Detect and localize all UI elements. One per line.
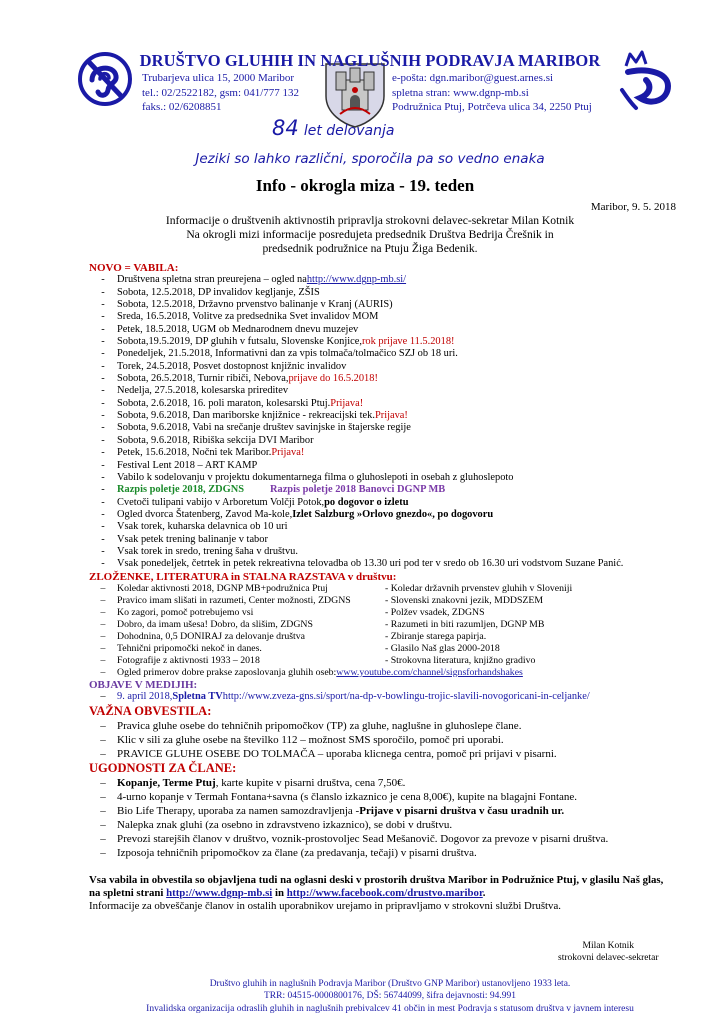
phone: tel.: 02/2522182, gsm: 041/777 132	[142, 86, 300, 99]
intro-line: Informacije o društvenih aktivnostih pripravlja strokovni delavec-sekretar Milan Kotnik	[165, 214, 575, 227]
intro-line: Na okrogli mizi informacije posredujeta predsednik Društva Bedrija Črešnik in	[186, 228, 554, 241]
list-item: - Vabilo k sodelovanju v projektu dokumentarnega filma o gluhoslepoti in osebah z gluhoslepoto	[101, 471, 514, 483]
list-item: - Vsak torek in sredo, trening šaha v društvu.	[101, 545, 298, 557]
list-item: – Kopanje, Terme Ptuj , karte kupite v pisarni društva, cena 7,50€.	[100, 776, 406, 789]
list-item: – 4-urno kopanje v Termah Fontana+savna (s članslo izkaznico je cena 8,00€), kupite na blagajni Fontane.	[100, 790, 578, 803]
list-item: – Bio Life Therapy, uporaba za namen samozdravljenja - Prijave v pisarni društva v času uradnih ur.	[100, 804, 565, 817]
section-heading-literatura: ZLOŽENKE, LITERATURA in STALNA RAZSTAVA v društvu:	[89, 570, 397, 583]
razpis-banovci-link[interactable]: Razpis poletje 2018 Banovci DGNP MB	[270, 484, 446, 496]
list-item: - Ogled dvorca Štatenberg, Zavod Ma-kole, Izlet Salzburg »Orlovo gnezdo«, po dogovoru	[101, 508, 494, 520]
list-item: - Sobota, 12.5.2018, Državno prvenstvo balinanje v Kranj (AURIS)	[101, 299, 393, 311]
facebook-link[interactable]: http://www.facebook.com/drustvo.maribor	[286, 887, 483, 899]
page-title: Info - okrogla miza - 19. teden	[255, 176, 475, 195]
list-item: - Nedelja, 27.5.2018, kolesarska prireditev	[101, 385, 289, 397]
intro	[120, 214, 620, 256]
list-item: – Klic v sili za gluhe osebe na številko 112 – možnost SMS sporočilo, pomoč pri uporabi.	[100, 733, 504, 746]
list-item: - Petek, 15.6.2018, Nočni tek Maribor. Prijava!	[101, 447, 305, 459]
footer-line: Invalidska organizacija odraslih gluhih in naglušnih prebivalcev 41 občin in mest Podravja s statusom društva v javnem interesu	[146, 1003, 634, 1014]
list-item: – Ogled primerov dobre prakse zaposlovanja gluhih oseb: www.youtube.com/channel/signsforhandshakes	[100, 666, 523, 678]
list-item: – Tehnični pripomočki nekoč in danes. - Glasilo Naš glas 2000-2018	[100, 642, 500, 654]
email: e-pošta: dgn.maribor@guest.arnes.si	[392, 72, 554, 84]
list-item: - Sobota, 9.6.2018, Dan mariborske knjižnice - rekreacijski tek. Prijava!	[101, 410, 408, 422]
content	[89, 262, 689, 860]
list-item: – Nalepka znak gluhi (za osebno in zdravstveno izkaznico), se dobi v društvu.	[100, 818, 453, 831]
list-item: - Sobota,19.5.2019, DP gluhih v futsalu, Slovenske Konjice, rok prijave 11.5.2018!	[101, 336, 455, 348]
list-item: - Sobota, 12.5.2018, DP invalidov kegljanje, ZŠIS	[101, 286, 320, 298]
footer-line: TRR: 04515-0000800176, DŠ: 56744099, šifra dejavnosti: 94.991	[263, 991, 516, 1002]
list-item: - Vsak ponedeljek, četrtek in petek rekreativna telovadba ob 13.30 uri pod ter v sredo ob 16.30 uri vodstvom Suzane Panić.	[101, 558, 624, 570]
contact-left	[142, 71, 299, 115]
section-heading-ugodnosti: UGODNOSTI ZA ČLANE:	[89, 760, 237, 775]
footer-line: Društvo gluhih in naglušnih Podravja Maribor (Društvo GNP Maribor) ustanovljeno 1933 leta.	[209, 979, 571, 989]
section-heading-obvestila: VAŽNA OBVESTILA:	[89, 703, 212, 718]
list-item: – Pravica gluhe osebe do tehničnih pripomočkov (TP) za gluhe, naglušne in gluhoslepe člane.	[100, 719, 522, 732]
list-item: – 9. april 2018, Spletna TV http://www.zveza-gns.si/sport/na-dp-v-bowlingu-trojic-slavili-novogoricani-in-celjanke/	[100, 691, 590, 703]
document-date: Maribor, 9. 5. 2018	[590, 201, 676, 213]
list-item: - Petek, 18.5.2018, UGM ob Mednarodnem dnevu muzejev	[101, 323, 359, 335]
signature	[558, 940, 659, 964]
list-item: – Fotografije z aktivnosti 1933 – 2018 - Strokovna literatura, knjižno gradivo	[100, 654, 536, 666]
closing-note: Vsa vabila in obvestila so objavljena tudi na oglasni deski v prostorih društva Maribor in Podružnice Ptuj, v glasilu Naš glas, na spletni strani http://www.dgnp-mb.si in http://www.facebook.com/drustvo.maribor. Informacije za obveščanje članov in ostalih uporabnikov urejamo in pripravljamo v strokovni službi Društva.	[89, 874, 664, 912]
website-link[interactable]: http://www.dgnp-mb.si/	[306, 274, 407, 286]
list-item: - Razpis poletje 2018, ZDGNS Razpis poletje 2018 Banovci DGNP MB	[101, 484, 446, 496]
list-item: – Pravico imam slišati in razumeti, Center možnosti, ZDGNS - Slovenski znakovni jezik, MDDSZEM	[100, 594, 544, 606]
motto: Jeziki so lahko različni, sporočila pa so vedno enaka	[195, 151, 545, 167]
list-item: – Prevozi starejših članov v društvo, voznik-prostovoljec Sead Mešanovič. Dogovor za prevoze v pisarni društva.	[100, 832, 609, 845]
list-item: – Dobro, da imam ušesa! Dobro, da slišim, ZDGNS - Razumeti in biti razumljen, DGNP MB	[100, 618, 545, 630]
list-item: - Ponedeljek, 21.5.2018, Informativni dan za vpis tolmača/tolmačico SZJ ob 18 uri.	[101, 348, 458, 360]
list-item: - Sobota, 9.6.2018, Ribiška sekcija DVI Maribor	[101, 434, 314, 446]
list-item: - Sobota, 26.5.2018, Turnir ribiči, Nebova, prijave do 16.5.2018!	[101, 373, 378, 385]
media-link[interactable]: http://www.zveza-gns.si/sport/na-dp-v-bowlingu-trojic-slavili-novogoricani-in-celjanke/	[222, 691, 590, 703]
deaf-ear-logo	[78, 50, 132, 108]
footer	[90, 978, 690, 1015]
list-item: – PRAVICE GLUHE OSEBE DO TOLMAČA – uporaba klicnega centra, pomoč pri prijavi v pisarni.	[100, 747, 557, 760]
years-text: let delovanja	[303, 123, 395, 139]
list-item: - Sreda, 16.5.2018, Volitve za predsednika Svet invalidov MOM	[101, 311, 379, 323]
sign-hand-logo	[616, 46, 676, 118]
list-item: - Vsak petek trening balinanje v tabor	[101, 533, 268, 545]
address: Trubarjeva ulica 15, 2000 Maribor	[142, 72, 295, 84]
org-name: DRUŠTVO GLUHIH IN NAGLUŠNIH PODRAVJA MARIBOR	[139, 51, 601, 70]
website-link[interactable]: http://www.dgnp-mb.si	[166, 887, 273, 899]
list-item: – Ko zagori, pomoč potrebujemo vsi - Polžev vsadek, ZDGNS	[100, 606, 485, 618]
list-item: - Sobota, 9.6.2018, Vabi na srečanje društev savinjske in štajerske regije	[101, 422, 411, 434]
contact-right	[392, 71, 592, 115]
list-item: - Torek, 24.5.2018, Posvet dostopnost knjižnic invalidov	[101, 360, 347, 372]
list-item: – Izposoja tehničnih pripomočkov za člane (za predavanja, tečaji) v pisarni društva.	[100, 846, 477, 859]
list-item: - Cvetoči tulipani vabijo v Arboretum Volčji Potok, po dogovor o izletu	[101, 496, 409, 508]
list-item: - Društvena spletna stran preurejena – ogled na http://www.dgnp-mb.si/	[101, 274, 407, 286]
years-number: 84	[272, 116, 299, 140]
website: spletna stran: www.dgnp-mb.si	[392, 86, 529, 99]
intro-line: predsednik podružnice na Ptuju Žiga Bedenik.	[262, 242, 478, 255]
list-item: - Sobota, 2.6.2018, 16. poli maraton, kolesarski Ptuj. Prijava!	[101, 397, 364, 409]
section-heading-mediji: OBJAVE V MEDIJIH:	[89, 678, 198, 691]
fax: faks.: 02/6208851	[142, 101, 222, 113]
signature-name: Milan Kotnik	[582, 941, 634, 951]
section-heading-novo: NOVO = VABILA:	[89, 262, 179, 274]
list-item: – Dohodnina, 0,5 DONIRAJ za delovanje društva - Zbiranje starega papirja.	[100, 630, 487, 642]
list-item: - Festival Lent 2018 – ART KAMP	[101, 459, 258, 471]
branch-address: Podružnica Ptuj, Potrčeva ulica 34, 2250 Ptuj	[392, 101, 592, 113]
youtube-link[interactable]: www.youtube.com/channel/signsforhandshakes	[336, 666, 523, 678]
signature-role: strokovni delavec-sekretar	[558, 953, 659, 963]
years-badge	[272, 116, 472, 140]
razpis-zdgns-link[interactable]: Razpis poletje 2018, ZDGNS	[117, 484, 244, 496]
list-item: - Vsak torek, kuharska delavnica ob 10 uri	[101, 521, 288, 533]
list-item: – Koledar aktivnosti 2018, DGNP MB+podružnica Ptuj - Koledar državnih prvenstev gluhih v Sloveniji	[100, 582, 573, 594]
